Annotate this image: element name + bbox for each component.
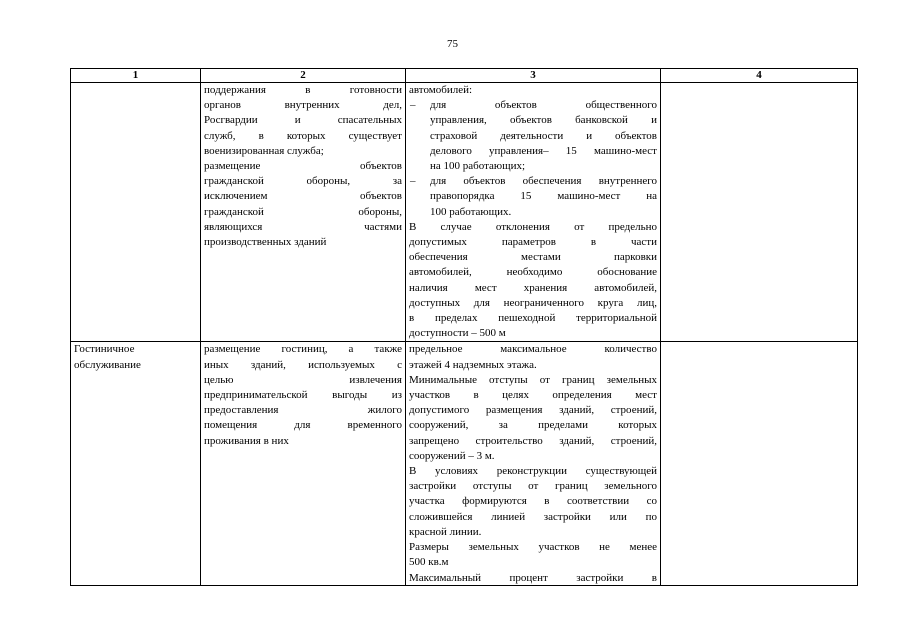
zoning-table: [70, 68, 858, 586]
text-line: производственных зданий: [204, 236, 327, 249]
text-line: автомобилей, необходимо обоснование: [409, 266, 657, 279]
text-line: размещение объектов: [204, 160, 402, 173]
text-line: застройки отступы от границ земельного: [409, 480, 657, 493]
text-line: помещения для временного: [204, 419, 402, 432]
list-item: [409, 98, 657, 174]
column-header-1: 1: [71, 69, 201, 83]
text-line: органов внутренних дел,: [204, 99, 402, 112]
text-line: Минимальные отступы от границ земельных: [409, 373, 657, 386]
use-description-cell: [201, 342, 406, 585]
text-line: Росгвардии и спасательных: [204, 114, 402, 127]
text-line: наличия мест хранения автомобилей,: [409, 281, 657, 294]
notes-cell: [661, 342, 858, 585]
text-line: этажей 4 надземных этажа.: [409, 358, 537, 371]
text-line: целью извлечения: [204, 373, 402, 386]
text-line: В условиях реконструкции существующей: [409, 465, 657, 478]
text-line: правопорядка 15 машино-мест на: [430, 190, 657, 203]
text-line: доступных для неограниченного круга лиц,: [409, 296, 657, 309]
parameters-cell: [406, 83, 661, 342]
text-line: управления, объектов банковской и: [430, 114, 657, 127]
text-line: красной линии.: [409, 525, 482, 538]
text-line: иных зданий, используемых с: [204, 358, 402, 371]
text-line: предоставления жилого: [204, 404, 402, 417]
use-description-cell: [201, 83, 406, 342]
text-line: 100 работающих.: [430, 205, 512, 218]
text-line: обеспечения местами парковки: [409, 251, 657, 264]
column-header-4: 4: [661, 69, 858, 83]
text-line: Максимальный процент застройки в: [409, 571, 657, 584]
text-line: 500 кв.м: [409, 556, 449, 569]
page-number: 75: [447, 38, 458, 50]
use-type-cell: [71, 342, 201, 585]
text-line: допустимого размещения зданий, строений,: [409, 404, 657, 417]
text-line: сооружений – 3 м.: [409, 449, 495, 462]
text-line: проживания в них: [204, 434, 289, 447]
text-line: для объектов общественного: [430, 99, 657, 112]
text-line: Размеры земельных участков не менее: [409, 541, 657, 554]
column-header-3: 3: [406, 69, 661, 83]
text-line: В случае отклонения от предельно: [409, 220, 657, 233]
parameters-cell: [406, 342, 661, 585]
text-line: поддержания в готовности: [204, 84, 402, 96]
text-line: служб, в которых существует: [204, 129, 402, 142]
text-line: сооружений, за пределами которых: [409, 419, 657, 432]
text-line: доступности – 500 м: [409, 327, 506, 340]
text-line: допустимых параметров в части: [409, 236, 657, 249]
list-item: [409, 174, 657, 220]
dash-bullet: –: [410, 175, 416, 188]
text-line: сложившейся линией застройки или по: [409, 510, 657, 523]
text-line: гражданской обороны, за: [204, 175, 402, 188]
text-line: участков в целях определения мест: [409, 389, 657, 402]
text-line: в пределах пешеходной территориальной: [409, 312, 657, 325]
table-header-row: [71, 69, 858, 83]
use-type-cell: [71, 83, 201, 342]
text-line: военизированная служба;: [204, 144, 324, 157]
table-row: [71, 342, 858, 585]
text-line: автомобилей:: [409, 84, 473, 96]
table-row: [71, 83, 858, 342]
text-line: делового управления– 15 машино-мест: [430, 144, 657, 157]
column-header-2: 2: [201, 69, 406, 83]
text-line: Гостиничное: [74, 343, 135, 356]
text-line: на 100 работающих;: [430, 160, 526, 173]
text-line: для объектов обеспечения внутреннего: [430, 175, 657, 188]
text-line: обслуживание: [74, 358, 141, 371]
text-line: являющихся частями: [204, 220, 402, 233]
text-line: запрещено строительство зданий, строений,: [409, 434, 657, 447]
text-line: предпринимательской выгоды из: [204, 389, 402, 402]
text-line: страховой деятельности и объектов: [430, 129, 657, 142]
text-line: предельное максимальное количество: [409, 343, 657, 356]
text-line: гражданской обороны,: [204, 205, 402, 218]
text-line: исключением объектов: [204, 190, 402, 203]
dash-bullet: –: [410, 99, 416, 112]
notes-cell: [661, 83, 858, 342]
text-line: участка формируются в соответствии со: [409, 495, 657, 508]
text-line: размещение гостиниц, а также: [204, 343, 402, 356]
